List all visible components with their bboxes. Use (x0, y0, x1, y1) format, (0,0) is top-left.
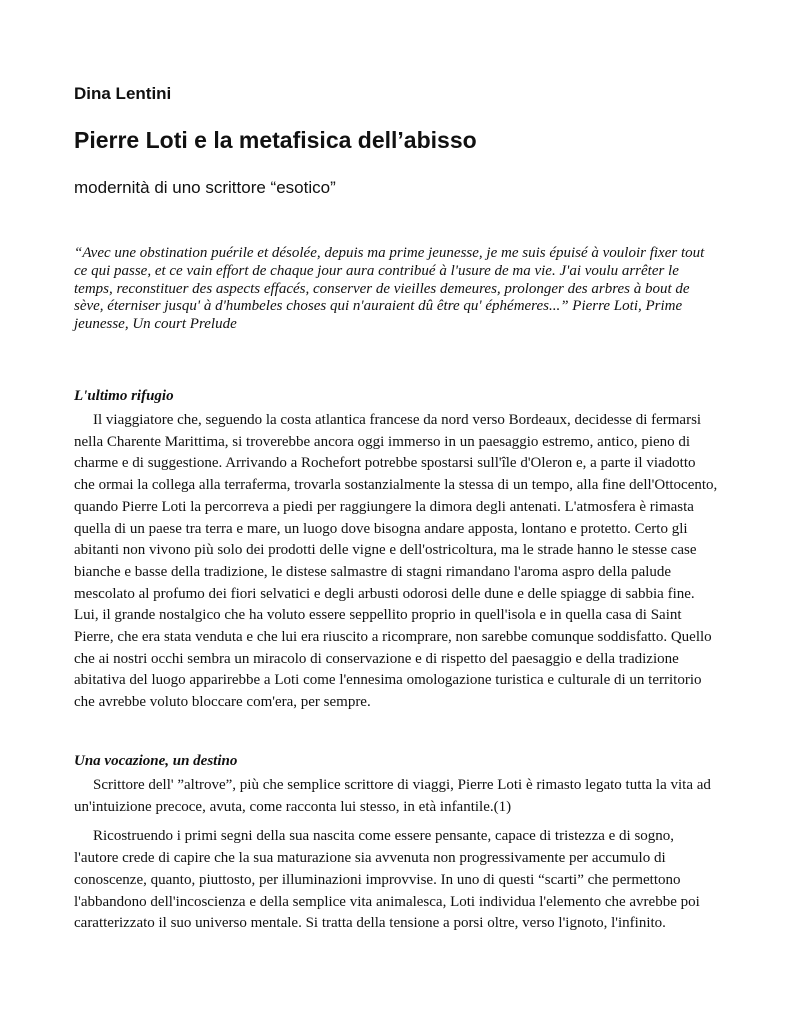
section-heading: Una vocazione, un destino (74, 753, 238, 769)
section-vocazione-destino (74, 752, 719, 935)
document-title: Pierre Loti e la metafisica dell’abisso (74, 127, 477, 153)
section-heading: L'ultimo rifugio (74, 388, 174, 404)
paragraph: Il viaggiatore che, seguendo la costa atlantica francese da nord verso Bordeaux, decidesse di fermarsi nella Charente Marittima, si troverebbe ancora oggi immerso in un paesaggio estremo, antico, pieno di charme e di suggestione. Arrivando a Rochefort potrebbe spostarsi sull'île d'Oleron e, a parte il viadotto che ormai la collega alla terraferma, trovarla sostanzialmente la stessa di un tempo, alla fine dell'Ottocento, quando Pierre Loti la percorreva a piedi per raggiungere la dimora degli antenati. L'atmosfera è rimasta quella di un paese tra terra e mare, un luogo dove bisogna andare apposta, lontano e protetto. Certo gli abitanti non vivono più solo dei prodotti delle vigne e dell'ostricoltura, ma le strade hanno le stesse case bianche e basse della tradizione, le distese salmastre di stagni rimandano l'aroma aspro della palude mescolato al profumo dei fiori selvatici e degli arbusti odorosi delle dune e delle spiagge di sabbia fine. Lui, il grande nostalgico che ha voluto essere seppellito proprio in quell'isola e in quella casa di Saint Pierre, che era stata venduta e che lui era riuscito a ricomprare, non sarebbe comunque soddisfatto. Quello che ai nostri occhi sembra un miracolo di conservazione e di rispetto del paesaggio e della tradizione abitativa del luogo apparirebbe a Loti come l'ennesima omologazione turistica e culturale di un territorio che avrebbe voluto bloccare com'era, per sempre. (74, 412, 718, 711)
document-subtitle: modernità di uno scrittore “esotico” (74, 178, 336, 197)
paragraph: Scrittore dell' ”altrove”, più che semplice scrittore di viaggi, Pierre Loti è rimasto legato tutta la vita ad un'intuizione precoce, avuta, come racconta lui stesso, in età infantile.(1) (74, 777, 711, 815)
author-name: Dina Lentini (74, 84, 172, 103)
section-ultimo-rifugio (74, 387, 719, 714)
paragraph: Ricostruendo i primi segni della sua nascita come essere pensante, capace di tristezza e di sogno, l'autore crede di capire che la sua maturazione sia avvenuta non progressivamente per accumulo di conoscenze, quanto, piuttosto, per illuminazioni improvvise. In uno di questi “scarti” che permettono l'abbandono dell'incoscienza e della semplice vita animalesca, Loti individua l'elemento che avrebbe poi caratterizzato il suo universo mentale. Si tratta della tensione a porsi oltre, verso l'ignoto, l'infinito. (74, 828, 700, 932)
epigraph-quote: “Avec une obstination puérile et désolée, depuis ma prime jeunesse, je me suis épuisé à vouloir fixer tout ce qui passe, et ce vain effort de chaque jour aura contribué à l'usure de ma vie. J'ai voulu arrêter le temps, reconstituer des aspects effacés, conserver de vieilles demeures, prolonger des arbres à bout de sève, éterniser jusqu' à d'humbeles choses qui n'auraient dû être qu' éphémeres...” Pierre Loti, Prime jeunesse, Un court Prelude (74, 245, 705, 333)
